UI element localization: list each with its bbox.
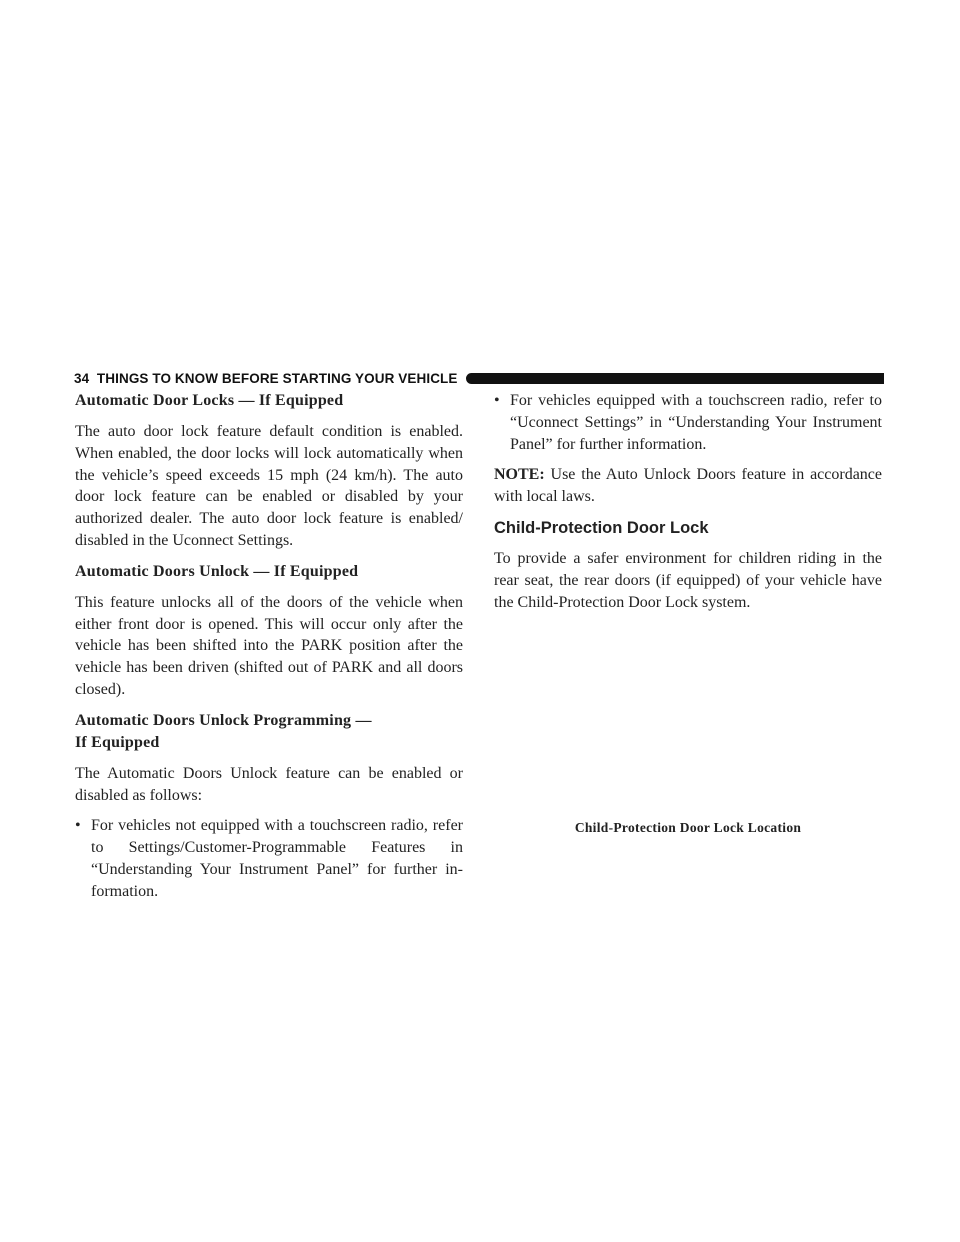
bullet-text-touchscreen: For vehicles equipped with a touchscreen radio, refer to “Uconnect Settings” in “Understanding Your Instrument Panel” for further information. [510, 392, 882, 453]
heading-automatic-doors-unlock: Automatic Doors Unlock — If Equipped [75, 562, 359, 580]
paragraph-child-protection: To provide a safer environment for children riding in the rear seat, the rear doors (if equipped) of your vehicle have the Child-Protection Door Lock system. [494, 549, 882, 611]
header-bar [466, 373, 885, 384]
note-text: Use the Auto Unlock Doors feature in accordance with local laws. [494, 466, 882, 506]
section-title: THINGS TO KNOW BEFORE STARTING YOUR VEHICLE [96, 370, 458, 386]
heading-unlock-programming-line2: If Equipped [75, 733, 160, 751]
heading-unlock-programming [75, 710, 463, 754]
note-label: NOTE: [494, 466, 545, 484]
bullet-text-no-touchscreen: For vehicles not equipped with a touchscreen radio, refer to Settings/Customer-Programmable Features in “Understanding Your Instrument Panel” for further in- formation. [91, 817, 463, 900]
page-header-text [74, 371, 458, 386]
paragraph-doors-unlock: This feature unlocks all of the doors of the vehicle when either front door is opened. This will occur only after the vehicle has been shifted into the PARK position after the vehicle has been driven (shifted out of PARK and all doors closed). [75, 593, 463, 698]
paragraph-unlock-programming: The Automatic Doors Unlock feature can be enabled or disabled as follows: [75, 764, 463, 804]
bullet-dot: • [494, 392, 500, 409]
page-header [74, 370, 884, 386]
figure-caption: Child-Protection Door Lock Location [574, 820, 802, 835]
note-paragraph [494, 464, 882, 508]
bullet-dot: • [75, 817, 81, 835]
heading-child-protection: Child-Protection Door Lock [494, 518, 709, 537]
paragraph-auto-door-lock: The auto door lock feature default condition is enabled. When enabled, the door locks will lock automatically when the vehicle’s speed exceeds 15 mph (24 km/h). The auto door lock feature can be enabled or disabled by your authorized dealer. The auto door lock feature is enabled/ disabled in the Uconnect Settings. [75, 423, 463, 549]
page-number: 34 [74, 370, 90, 386]
bullet-item [494, 390, 882, 455]
heading-automatic-door-locks: Automatic Door Locks — If Equipped [75, 392, 344, 409]
bullet-item [75, 815, 463, 902]
left-column [75, 390, 463, 912]
heading-unlock-programming-line1: Automatic Doors Unlock Programming — [75, 711, 372, 729]
right-column [494, 390, 882, 622]
